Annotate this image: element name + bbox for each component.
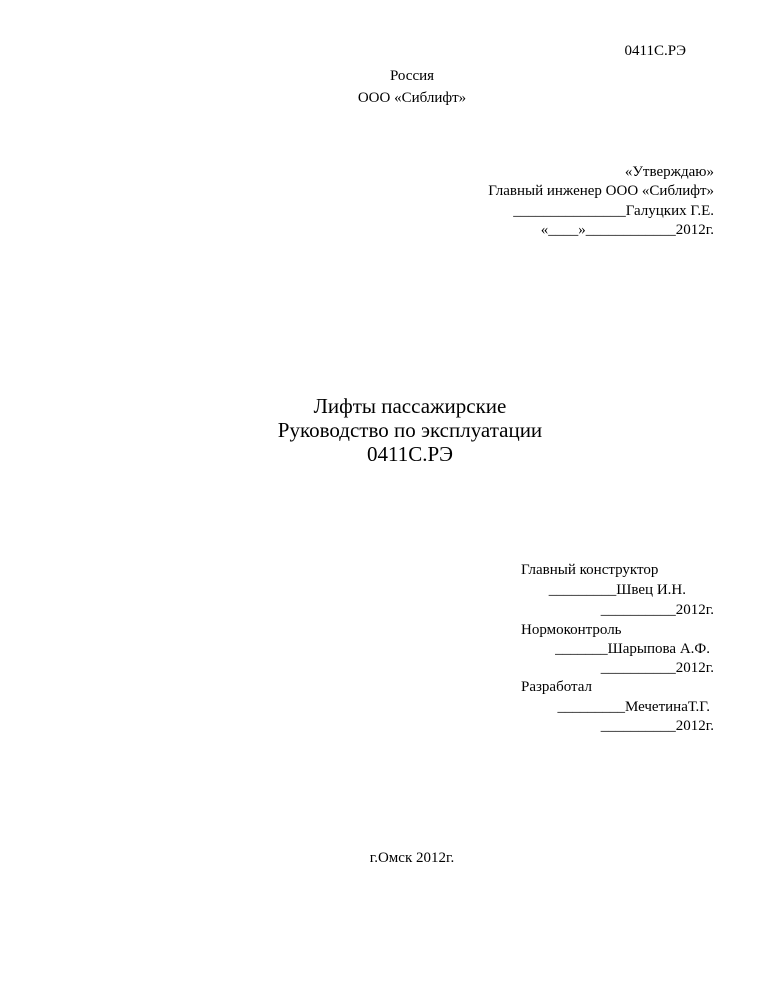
- document-code: 0411С.РЭ: [624, 43, 686, 59]
- title-line-1: Лифты пассажирские: [313, 394, 507, 418]
- approval-position: Главный инженер ООО «Сиблифт»: [488, 183, 714, 199]
- title-line-2: Руководство по эксплуатации: [277, 418, 543, 442]
- developer-date: __________2012г.: [600, 718, 714, 734]
- chief-designer-role: Главный конструктор: [521, 562, 659, 578]
- chief-designer-signature: _________Швец И.Н.: [548, 582, 686, 598]
- norm-control-role: Нормоконтроль: [521, 622, 622, 638]
- company-name: ООО «Сиблифт»: [357, 90, 467, 106]
- chief-designer-date: __________2012г.: [600, 602, 714, 618]
- developer-role: Разработал: [521, 679, 593, 695]
- norm-control-signature: _______Шарыпова А.Ф.: [555, 641, 710, 657]
- approval-title: «Утверждаю»: [624, 164, 714, 180]
- country-label: Россия: [389, 68, 435, 84]
- approval-date: «____»____________2012г.: [540, 222, 714, 238]
- norm-control-date: __________2012г.: [600, 660, 714, 676]
- place-and-year: г.Омск 2012г.: [369, 850, 455, 866]
- title-line-3: 0411С.РЭ: [366, 442, 454, 466]
- developer-signature: _________МечетинаТ.Г.: [557, 699, 710, 715]
- approval-signature: _______________Галуцких Г.Е.: [513, 203, 714, 219]
